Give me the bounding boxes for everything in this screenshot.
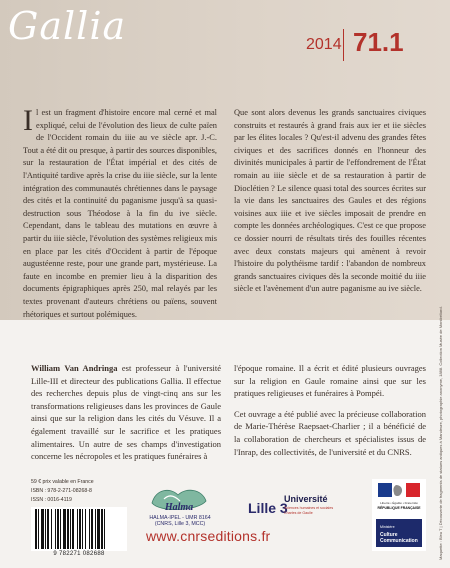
halma-caption-line-2: (CNRS, Lille 3, MCC) [154,521,206,528]
author-name: William Van Andringa [31,363,118,373]
author-bio-continued [234,362,426,466]
summary-column-right: Que sont alors devenus les grands sanctuaires civiques construits et restaurés à grand frais aux ier et iie siècles par les élites locales ? Qu'est-il advenu des grandes fêtes civiques et des sacrifices donnés en l'honneur des divinités municipales à partir de l'effondrement de l'État romain au iiie siècle et de sa restauration à partir de Dioclétien ? Le silence quasi total des sources écrites sur la vie dans les sanctuaires des Gaules et des régions voisines aux iiie et ive siècles imposait de prendre en compte les données archéologiques. C'est ce que propose ce dossier nourri de résultats tirés des fouilles récentes avec deux constats majeurs qui amènent à revoir l'histoire du polythéisme tardif : l'abandon de nombreux grands sanctuaires civiques dès la seconde moitié du iiie siècle et l'avènement d'un autre paganisme au ive siècle. [234,108,426,294]
marianne-emblem [378,483,420,497]
issue-year: 2014 [306,36,342,53]
ministry-label: Ministère [380,525,395,529]
issn: ISSN : 0016-4119 [31,497,72,503]
ministry-culture-line-2: Communication [380,538,418,544]
legal-info [31,478,94,505]
bio-continuation: l'époque romaine. Il a écrit et édité plusieurs ouvrages sur la religion en Gaule romaine ainsi que sur les pratiques religieuses et funéraires à Pompéi. [234,363,426,399]
ministry-culture-line-1: Culture [380,532,398,538]
issue-separator [343,29,344,61]
author-bio-text: est professeur à l'université Lille-III et directeur des publications Gallia. Il effectue des recherches depuis plus de vingt-cinq ans sur les transformations religieuses dans les provinces de Gaule ainsi que sur la religion dans les cités du Vésuve. Il a également travaillé sur le sacrifice et les pratiques alimentaires. Un autre de ses champs d'investigation concerne les nécropoles et les pratiques funéraires à [31,363,221,462]
price: 59 € prix valable en France [31,479,94,485]
lille3-subtitle-1: Sciences humaines et sociales [284,506,334,510]
halma-caption [136,515,224,528]
halma-caption-line-1: HALMA-IPEL - UMR 8164 [149,515,211,521]
lille3-title: Université [284,494,328,504]
ministry-culture-logo [372,479,426,551]
summary-text-left: l est un fragment d'histoire encore mal cerné et mal expliqué, celui de l'évolution des lieux de culte païen de l'Occident romain du iiie au ve siècle apr. J.-C. Tout a été dit ou presque, à partir des sources disponibles, sur la restauration de l'État impérial et des cités de l'Antiquité tardive après la crise du iiie siècle, sur la lente intégration des communautés chrétiennes dans le paysage des cités et la continuité du paganisme jusqu'à sa quasi-destruction sous Théodose à la fin du ive siècle. Cependant, dans le tableau des mutations en œuvre à partir du iiie siècle, l'évolution des systèmes religieux mis en place par les cités d'Occident à partir de l'époque augustéenne reste, pour une grande part, mystérieuse. La faute en incombe en premier lieu à la disparition des documents épigraphiques après 250, mal relayés par les textes provenant d'auteurs chrétiens ou païens, souvent rhétoriques et surtout polémiques. [23,108,217,319]
halma-logo-text: Halma [164,502,194,513]
author-bio [31,362,221,463]
drop-cap: I [23,104,33,137]
halma-logo [146,483,212,517]
collaboration-note: Cet ouvrage a été publié avec la précieuse collaboration de Marie-Thérèse Raepsaet-Charlier ; il a bénéficié de la collaboration de chercheurs et spécialistes issus de l'Inrap, des collectivités, de l'université et du CNRS. [234,408,426,457]
photo-credit: Maquette : Bleu T | Découverte de fragments de statues antiques à Mandeure, photographie anonyme, 1888. Collection Musée de Montbéliard. [438,306,443,560]
isbn: ISBN : 978-2-271-08268-8 [31,488,92,494]
lille3-subtitle-2: Charles de Gaulle [284,511,313,515]
publisher-url[interactable]: www.cnrseditions.fr [146,528,271,544]
summary-column-left [23,104,217,321]
barcode [31,507,127,551]
journal-logo: Gallia [8,4,127,48]
barcode-number: 9 782271 082688 [53,551,105,557]
issue-number: 71.1 [353,27,404,57]
lille3-wordmark: Lille 3 [248,500,288,516]
republic-name: RÉPUBLIQUE FRANÇAISE [377,506,421,510]
lille3-logo [246,491,338,519]
republic-motto: Liberté • Égalité • Fraternité [380,501,418,505]
